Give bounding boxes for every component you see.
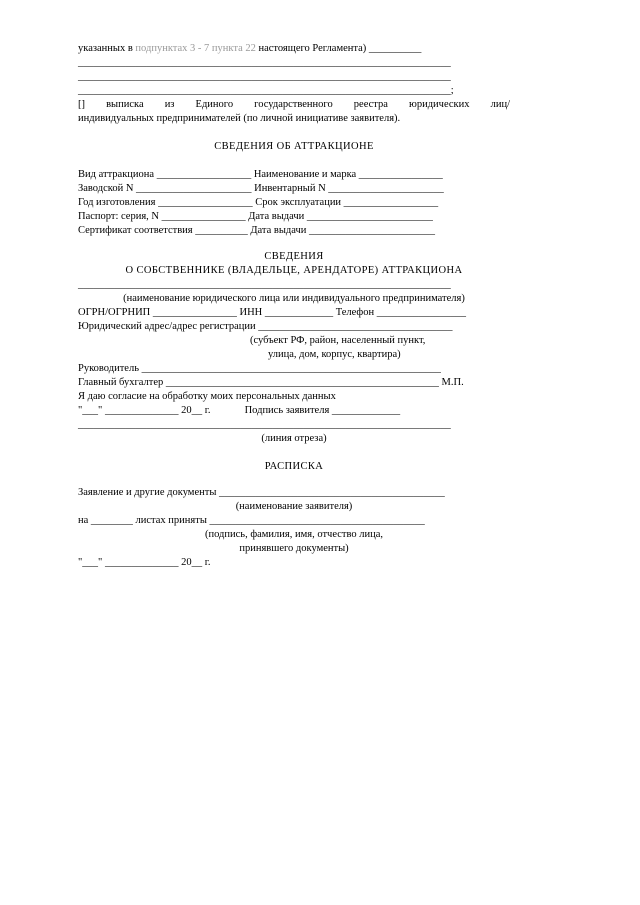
blank-line: _______________________________________________________________________ (78, 71, 451, 82)
receipt-sheets-hint-2: принявшего документы) (239, 543, 349, 554)
intro-post: настоящего Регламента) __________ (255, 43, 422, 54)
consent-text: Я даю согласие на обработку моих персональных данных (78, 391, 336, 402)
receipt-title: РАСПИСКА (264, 461, 324, 472)
intro-pre: указанных в (78, 43, 136, 54)
receipt-docs-row: Заявление и другие документы ___________________________________________ (78, 487, 445, 498)
owner-name-hint: (наименование юридического лица или индивидуального предпринимателя) (123, 293, 465, 304)
owner-head-row: Руководитель _________________________________________________________ (78, 363, 441, 374)
receipt-sheets-hint-1: (подпись, фамилия, имя, отчество лица, (204, 529, 384, 540)
blank-line: _______________________________________________________________________ (78, 57, 451, 68)
owner-address-row: Юридический адрес/адрес регистрации _____________________________________ (78, 321, 453, 332)
owner-address-hint-2: улица, дом, корпус, квартира) (268, 349, 401, 360)
intro-faded-ref: подпунктах 3 - 7 пункта 22 (135, 43, 256, 54)
owner-accountant-row: Главный бухгалтер ____________________________________________________ М.П. (78, 377, 464, 388)
extract-line-1: [] выписка из Единого государственного реестра юридических лиц/ (78, 99, 510, 110)
receipt-sheets-row: на ________ листах приняты _________________________________________ (78, 515, 425, 526)
owner-section-title: СВЕДЕНИЯ (264, 251, 324, 262)
receipt-docs-hint: (наименование заявителя) (235, 501, 353, 512)
receipt-date-row: "___" ______________ 20__ г. (78, 557, 211, 568)
attraction-row-year: Год изготовления __________________ Срок эксплуатации __________________ (78, 197, 439, 208)
blank-line: _______________________________________________________________________; (78, 85, 454, 96)
owner-ogrn-row: ОГРН/ОГРНИП ________________ ИНН _____________ Телефон _________________ (78, 307, 466, 318)
intro-line (78, 42, 421, 55)
attraction-section-title: СВЕДЕНИЯ ОБ АТТРАКЦИОНЕ (214, 141, 374, 152)
owner-address-hint-1: (субъект РФ, район, населенный пункт, (250, 335, 426, 346)
attraction-row-serial: Заводской N ______________________ Инвентарный N ______________________ (78, 183, 444, 194)
cut-line-hint: (линия отреза) (261, 433, 327, 444)
date-signature-row: "___" ______________ 20__ г. Подпись заявителя _____________ (78, 405, 401, 416)
extract-line-2: индивидуальных предпринимателей (по личной инициативе заявителя). (78, 113, 401, 124)
attraction-row-certificate: Сертификат соответствия __________ Дата выдачи ________________________ (78, 225, 436, 236)
owner-section-subtitle: О СОБСТВЕННИКЕ (ВЛАДЕЛЬЦЕ, АРЕНДАТОРЕ) АТТРАКЦИОНА (125, 265, 463, 276)
attraction-row-passport: Паспорт: серия, N ________________ Дата выдачи ________________________ (78, 211, 433, 222)
attraction-row-type: Вид аттракциона __________________ Наименование и марка ________________ (78, 169, 443, 180)
blank-line: _______________________________________________________________________ (78, 279, 451, 290)
cut-line: _______________________________________________________________________ (78, 419, 451, 430)
